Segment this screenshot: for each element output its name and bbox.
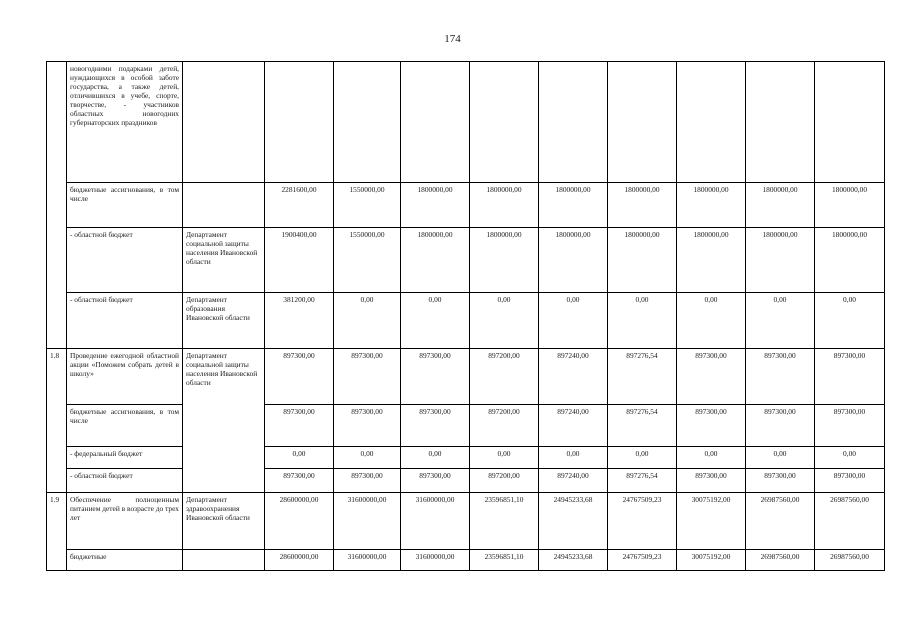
value-cell: 897300,00 (677, 349, 746, 405)
value-cell: 24945233,68 (539, 550, 608, 571)
value-cell: 1800000,00 (539, 228, 608, 293)
value-cell: 0,00 (334, 293, 401, 349)
value-cell: 381200,00 (265, 293, 334, 349)
value-cell: 1800000,00 (815, 228, 885, 293)
value-cell: 0,00 (334, 447, 401, 469)
table-row (47, 447, 885, 469)
value-cell: 30075192,00 (677, 493, 746, 550)
value-cell: 897240,00 (539, 469, 608, 493)
value-cell: 897300,00 (746, 469, 815, 493)
value-cell: 897276,54 (608, 349, 677, 405)
value-cell: 897300,00 (677, 405, 746, 447)
value-cell: 31600000,00 (401, 550, 470, 571)
table-row (47, 183, 885, 228)
row-description: новогодними подарками детей, нуждающихся в особой заботе государства, а также детей, отличившихся в учебе, спорте, творчестве, - участников областных новогодних губернаторских праздников (67, 62, 183, 183)
value-cell: 897300,00 (334, 469, 401, 493)
value-cell: 1800000,00 (746, 183, 815, 228)
row-description: - областной бюджет (67, 469, 183, 493)
row-description: бюджетные ассигнования, в том числе (67, 183, 183, 228)
row-department: Департамент здравоохранения Ивановской области (183, 493, 265, 550)
value-cell: 1800000,00 (470, 183, 539, 228)
value-cell: 897300,00 (815, 349, 885, 405)
value-cell: 0,00 (539, 447, 608, 469)
value-cell: 1800000,00 (401, 228, 470, 293)
value-cell: 0,00 (677, 447, 746, 469)
table-row (47, 493, 885, 550)
value-cell: 1800000,00 (608, 183, 677, 228)
value-cell: 23596851,10 (470, 493, 539, 550)
row-department (183, 550, 265, 571)
row-description: - федеральный бюджет (67, 447, 183, 469)
value-cell: 31600000,00 (334, 493, 401, 550)
budget-table (46, 61, 885, 571)
value-cell: 897200,00 (470, 349, 539, 405)
value-cell: 1800000,00 (470, 228, 539, 293)
value-cell: 897240,00 (539, 405, 608, 447)
value-cell: 897300,00 (746, 405, 815, 447)
value-cell: 0,00 (815, 447, 885, 469)
row-index-cell: 1.9 (47, 493, 67, 571)
table-row (47, 228, 885, 293)
row-department (183, 62, 265, 183)
value-cell: 1800000,00 (608, 228, 677, 293)
value-cell: 897300,00 (401, 469, 470, 493)
value-cell: 1550000,00 (334, 228, 401, 293)
value-cell: 897200,00 (470, 469, 539, 493)
row-department: Департамент социальной защиты населения Ивановской области (183, 349, 265, 493)
row-department (183, 183, 265, 228)
table-row (47, 405, 885, 447)
value-cell: 24767509,23 (608, 493, 677, 550)
value-cell: 23596851,10 (470, 550, 539, 571)
value-cell: 1800000,00 (539, 183, 608, 228)
table-row (47, 469, 885, 493)
row-department: Департамент образования Ивановской области (183, 293, 265, 349)
value-cell: 0,00 (815, 293, 885, 349)
value-cell: 31600000,00 (401, 493, 470, 550)
table-row (47, 293, 885, 349)
table-row (47, 62, 885, 183)
value-cell: 0,00 (608, 293, 677, 349)
value-cell: 1800000,00 (401, 183, 470, 228)
table-row (47, 349, 885, 405)
value-cell: 1550000,00 (334, 183, 401, 228)
value-cell: 24767509,23 (608, 550, 677, 571)
value-cell: 897300,00 (334, 349, 401, 405)
value-cell: 897300,00 (265, 405, 334, 447)
row-description: бюджетные ассигнования, в том числе (67, 405, 183, 447)
value-cell: 0,00 (746, 447, 815, 469)
value-cell: 1800000,00 (815, 183, 885, 228)
value-cell: 0,00 (746, 293, 815, 349)
value-cell: 0,00 (401, 293, 470, 349)
value-cell: 24945233,68 (539, 493, 608, 550)
value-cell: 0,00 (677, 293, 746, 349)
value-cell: 897300,00 (334, 405, 401, 447)
value-cell: 0,00 (608, 447, 677, 469)
row-description: - областной бюджет (67, 293, 183, 349)
value-cell: 28600000,00 (265, 493, 334, 550)
value-cell: 0,00 (470, 293, 539, 349)
value-cell: 0,00 (265, 447, 334, 469)
value-cell: 897300,00 (815, 405, 885, 447)
row-description: - областной бюджет (67, 228, 183, 293)
value-cell: 897300,00 (265, 349, 334, 405)
value-cell: 897276,54 (608, 469, 677, 493)
row-index-cell (47, 62, 67, 349)
value-cell: 897300,00 (815, 469, 885, 493)
value-cell: 1800000,00 (677, 183, 746, 228)
value-cell: 0,00 (401, 447, 470, 469)
value-cell: 897240,00 (539, 349, 608, 405)
value-cell: 30075192,00 (677, 550, 746, 571)
value-cell: 1900400,00 (265, 228, 334, 293)
value-cell: 897300,00 (677, 469, 746, 493)
value-cell: 0,00 (539, 293, 608, 349)
page-number: 174 (444, 33, 461, 45)
value-cell: 28600000,00 (265, 550, 334, 571)
value-cell: 26987560,00 (815, 493, 885, 550)
table-row (47, 550, 885, 571)
value-cell: 31600000,00 (334, 550, 401, 571)
value-cell: 0,00 (470, 447, 539, 469)
value-cell: 2281600,00 (265, 183, 334, 228)
value-cell: 897276,54 (608, 405, 677, 447)
value-cell: 897300,00 (401, 405, 470, 447)
row-department: Департамент социальной защиты населения Ивановской области (183, 228, 265, 293)
value-cell: 26987560,00 (746, 493, 815, 550)
value-cell: 26987560,00 (746, 550, 815, 571)
value-cell: 897200,00 (470, 405, 539, 447)
row-index-cell: 1.8 (47, 349, 67, 493)
value-cell: 897300,00 (265, 469, 334, 493)
row-description: Обеспечение полноценным питанием детей в возрасте до трех лет (67, 493, 183, 550)
value-cell: 26987560,00 (815, 550, 885, 571)
value-cell: 897300,00 (401, 349, 470, 405)
value-cell: 897300,00 (746, 349, 815, 405)
row-description: бюджетные (67, 550, 183, 571)
row-description: Проведение ежегодной областной акции «Поможем собрать детей в школу» (67, 349, 183, 405)
value-cell: 1800000,00 (677, 228, 746, 293)
value-cell: 1800000,00 (746, 228, 815, 293)
